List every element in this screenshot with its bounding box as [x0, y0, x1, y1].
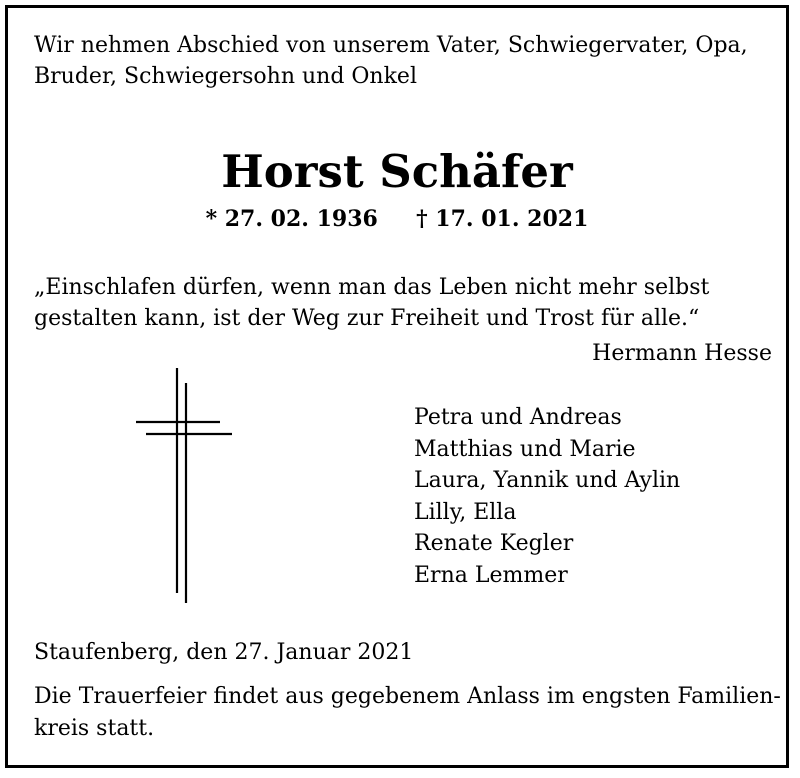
obituary-notice	[5, 5, 789, 768]
mourner: Laura, Yannik und Aylin	[414, 468, 681, 493]
quote	[34, 272, 774, 334]
mourner: Renate Kegler	[414, 531, 574, 556]
funeral-note-line: Die Trauerfeier findet aus gegebenem Anlass im engsten Familien-	[34, 684, 781, 709]
deceased-name: Horst Schäfer	[221, 145, 573, 198]
intro-line: Wir nehmen Abschied von unserem Vater, Schwiegervater, Opa,	[34, 33, 748, 58]
mourners-list	[414, 402, 680, 591]
cross-icon	[134, 363, 234, 603]
mourner: Matthias und Marie	[414, 436, 636, 462]
quote-line: gestalten kann, ist der Weg zur Freiheit und Trost für alle.“	[34, 306, 700, 331]
mourner: Lilly, Ella	[414, 499, 517, 525]
intro-line: Bruder, Schwiegersohn und Onkel	[34, 64, 417, 89]
life-dates: * 27. 02. 1936 † 17. 01. 2021	[205, 206, 589, 232]
mourner: Erna Lemmer	[414, 562, 568, 588]
place-date: Staufenberg, den 27. Januar 2021	[34, 640, 414, 665]
intro-text	[34, 30, 748, 92]
funeral-note-line: kreis statt.	[34, 716, 155, 741]
funeral-note	[34, 681, 781, 745]
quote-author: Hermann Hesse	[592, 341, 772, 366]
mourner: Petra und Andreas	[414, 405, 622, 430]
quote-line: „Einschlafen dürfen, wenn man das Leben nicht mehr selbst	[34, 275, 710, 300]
